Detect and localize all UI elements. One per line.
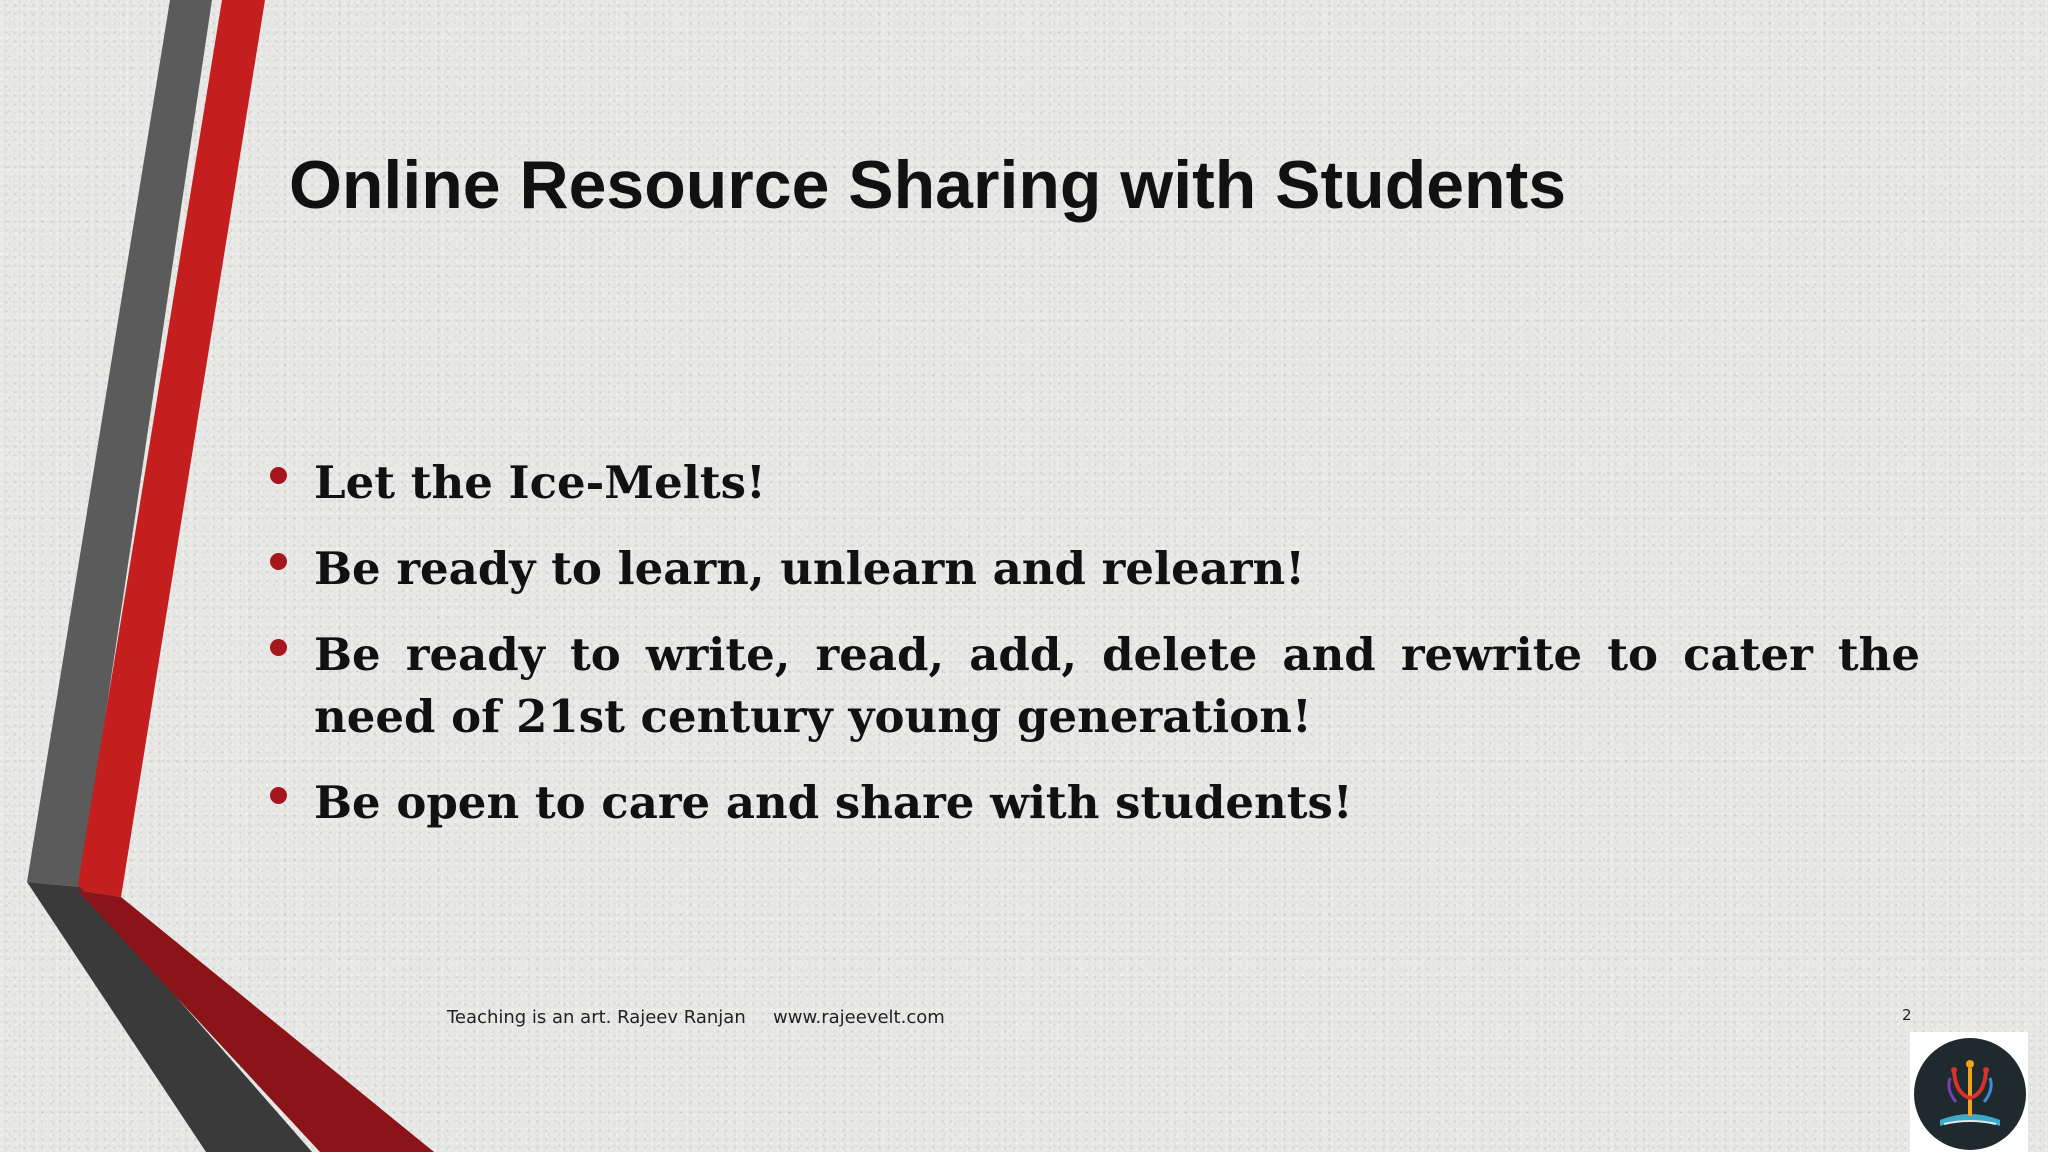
bullet-item bbox=[268, 452, 1920, 514]
footer-url: www.rajeevelt.com bbox=[773, 1007, 945, 1028]
bullet-item bbox=[268, 772, 1920, 834]
bullet-text: Be ready to write, read, add, delete and rewrite to cater the need of 21st century young generation! bbox=[314, 628, 1920, 743]
dark-gray-wedge bbox=[27, 882, 312, 1152]
footer-text: Teaching is an art. Rajeev Ranjan bbox=[447, 1007, 746, 1028]
trident-book-logo-icon bbox=[1910, 1032, 2028, 1152]
bullet-dot-icon bbox=[270, 639, 287, 656]
bullet-text: Be open to care and share with students! bbox=[314, 776, 1353, 829]
page-number: 2 bbox=[1902, 1006, 1912, 1024]
bullet-item bbox=[268, 624, 1920, 748]
bullet-list bbox=[268, 452, 1920, 858]
bullet-text: Be ready to learn, unlearn and relearn! bbox=[314, 542, 1306, 595]
logo bbox=[1910, 1032, 2028, 1152]
bullet-dot-icon bbox=[270, 467, 287, 484]
bullet-text: Let the Ice-Melts! bbox=[314, 456, 766, 509]
bullet-dot-icon bbox=[270, 787, 287, 804]
bullet-dot-icon bbox=[270, 553, 287, 570]
bullet-item bbox=[268, 538, 1920, 600]
slide-title: Online Resource Sharing with Students bbox=[289, 147, 1567, 223]
